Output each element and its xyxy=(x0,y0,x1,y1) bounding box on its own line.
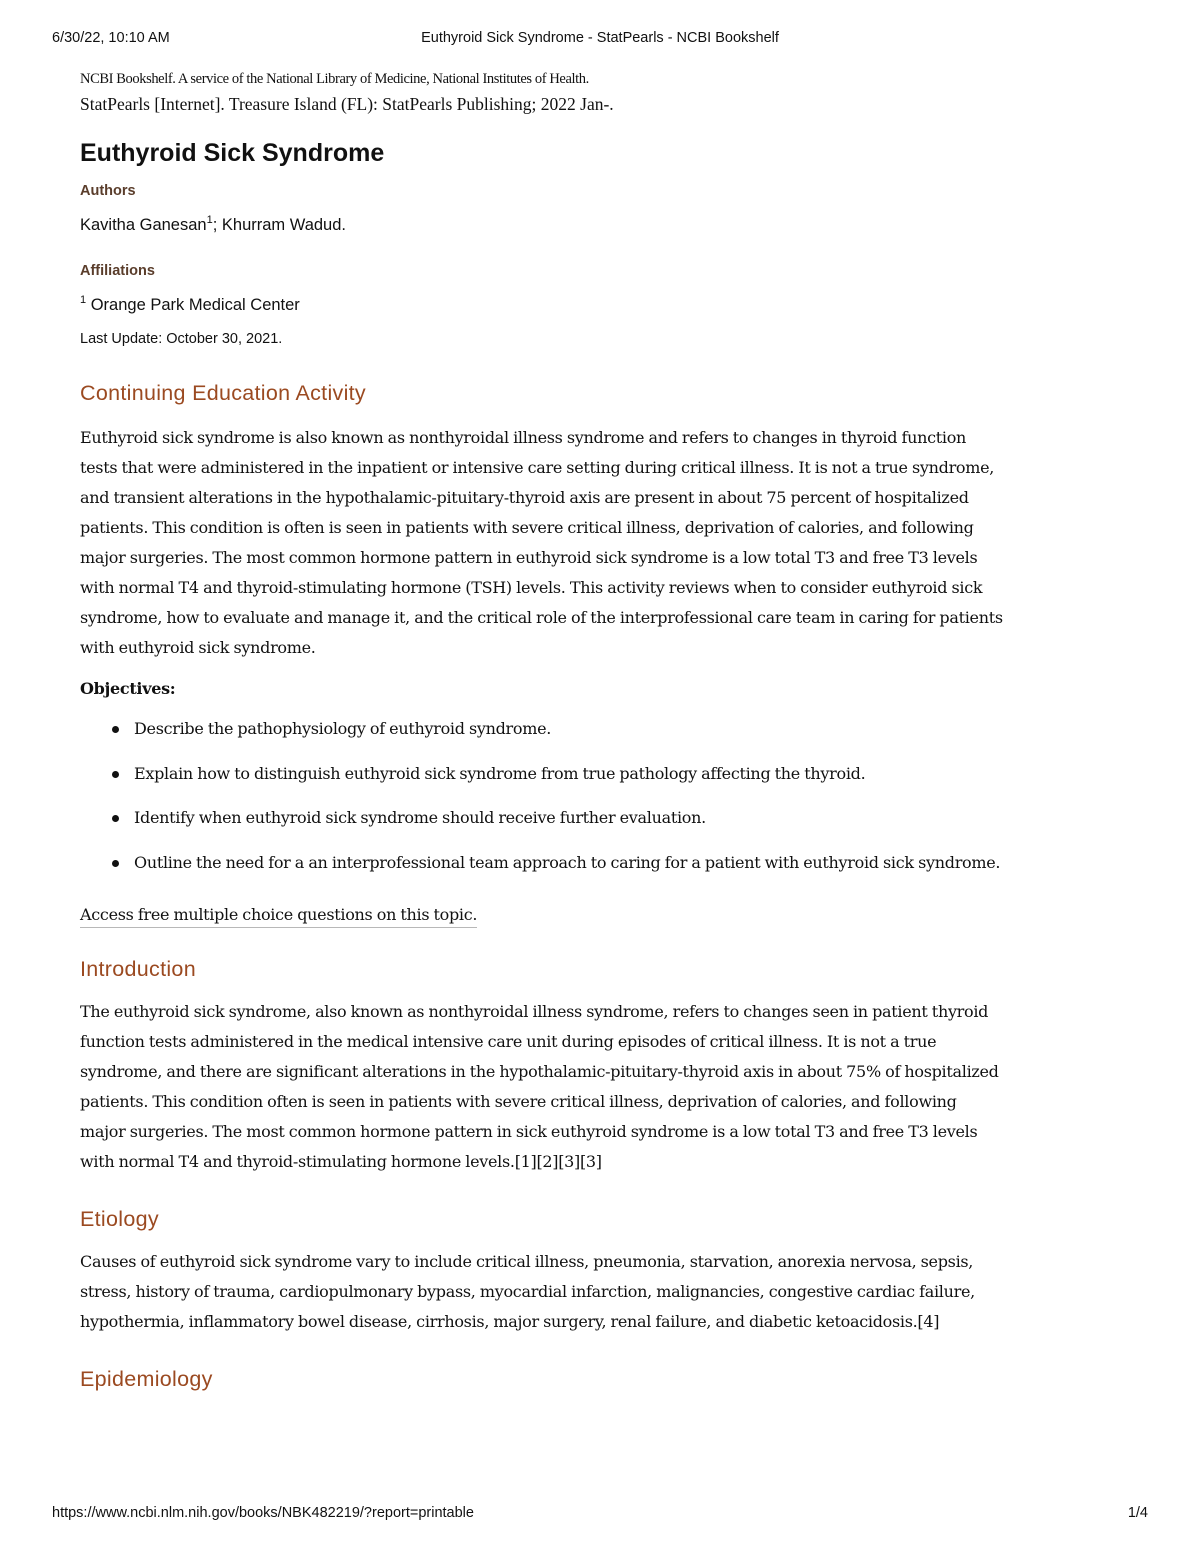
text-line: patients. This condition is often is seen in patients with severe critical illness, deprivation of calories, and following xyxy=(80,518,974,537)
bullet-icon xyxy=(112,815,119,822)
last-update: Last Update: October 30, 2021. xyxy=(80,331,283,347)
page-title: Euthyroid Sick Syndrome xyxy=(80,139,385,167)
bullet-icon xyxy=(112,860,119,867)
mcq-link-row xyxy=(80,903,1120,929)
text-line: patients. This condition often is seen in patients with severe critical illness, deprivation of calories, and following xyxy=(80,1092,957,1111)
bullet-icon xyxy=(112,771,119,778)
page-url: https://www.ncbi.nlm.nih.gov/books/NBK482219/?report=printable xyxy=(52,1505,474,1521)
objective-item: Describe the pathophysiology of euthyroid syndrome. xyxy=(80,717,1120,741)
text-line: and transient alterations in the hypothalamic-pituitary-thyroid axis are present in about 75 percent of hospitalized xyxy=(80,488,969,507)
text-line: Causes of euthyroid sick syndrome vary to include critical illness, pneumonia, starvation, anorexia nervosa, sepsis, xyxy=(80,1252,974,1271)
text-line: with normal T4 and thyroid-stimulating hormone (TSH) levels. This activity reviews when to consider euthyroid sick xyxy=(80,578,983,597)
section-heading-continuing-education: Continuing Education Activity xyxy=(80,381,366,405)
article-content xyxy=(80,68,1120,1393)
print-header xyxy=(52,30,1148,50)
affiliation-ref: 1 xyxy=(206,214,213,226)
bookshelf-attribution: NCBI Bookshelf. A service of the National Library of Medicine, National Institutes of Health. xyxy=(80,71,589,87)
affiliation-item xyxy=(80,294,1120,316)
section-heading-etiology: Etiology xyxy=(80,1207,159,1231)
section-heading-introduction: Introduction xyxy=(80,957,196,981)
text-line: hypothermia, inflammatory bowel disease, cirrhosis, major surgery, renal failure, and diabetic ketoacidosis.[4] xyxy=(80,1312,940,1331)
objectives-heading: Objectives: xyxy=(80,679,176,698)
text-line: function tests administered in the medical intensive care unit during episodes of critical illness. It is not a true xyxy=(80,1032,937,1051)
bullet-icon xyxy=(112,726,119,733)
affiliation-number: 1 xyxy=(80,294,87,306)
introduction-paragraph xyxy=(80,997,1120,1177)
cea-paragraph xyxy=(80,423,1120,663)
objective-item: Identify when euthyroid sick syndrome should receive further evaluation. xyxy=(80,806,1120,830)
etiology-paragraph xyxy=(80,1247,1120,1337)
text-line: syndrome, and there are significant alterations in the hypothalamic-pituitary-thyroid axis in about 75% of hospitalized xyxy=(80,1062,999,1081)
print-page-title: Euthyroid Sick Syndrome - StatPearls - NCBI Bookshelf xyxy=(421,30,779,46)
text-line: with euthyroid sick syndrome. xyxy=(80,638,316,657)
text-line: The euthyroid sick syndrome, also known as nonthyroidal illness syndrome, refers to changes seen in patient thyroid xyxy=(80,1002,989,1021)
print-date: 6/30/22, 10:10 AM xyxy=(52,30,170,46)
text-line: tests that were administered in the inpatient or intensive care setting during critical illness. It is not a true syndrome, xyxy=(80,458,995,477)
page-number: 1/4 xyxy=(1127,1505,1148,1521)
authors-list xyxy=(80,214,1120,236)
text-line: major surgeries. The most common hormone pattern in sick euthyroid syndrome is a low total T3 and free T3 levels xyxy=(80,1122,978,1141)
authors-label: Authors xyxy=(80,183,136,199)
objective-item: Explain how to distinguish euthyroid sick syndrome from true pathology affecting the thyroid. xyxy=(80,762,1120,786)
mcq-link[interactable]: Access free multiple choice questions on this topic. xyxy=(80,903,477,928)
affiliations-label: Affiliations xyxy=(80,263,155,279)
objectives-list xyxy=(80,717,1120,875)
print-footer xyxy=(52,1505,1148,1525)
section-heading-epidemiology: Epidemiology xyxy=(80,1367,213,1391)
objective-item: Outline the need for a an interprofessional team approach to caring for a patient with euthyroid sick syndrome. xyxy=(80,851,1120,875)
affiliation-text: Orange Park Medical Center xyxy=(86,296,300,314)
author-ganesan[interactable]: Kavitha Ganesan xyxy=(80,216,207,234)
text-line: syndrome, how to evaluate and manage it, and the critical role of the interprofessional care team in caring for patients xyxy=(80,608,1003,627)
text-line: Euthyroid sick syndrome is also known as nonthyroidal illness syndrome and refers to changes in thyroid function xyxy=(80,428,967,447)
citation: StatPearls [Internet]. Treasure Island (FL): StatPearls Publishing; 2022 Jan-. xyxy=(80,94,614,114)
text-line: stress, history of trauma, cardiopulmonary bypass, myocardial infarction, malignancies, congestive cardiac failure, xyxy=(80,1282,975,1301)
author-wadud[interactable]: ; Khurram Wadud. xyxy=(212,216,346,234)
text-line: with normal T4 and thyroid-stimulating hormone levels.[1][2][3][3] xyxy=(80,1152,602,1171)
text-line: major surgeries. The most common hormone pattern in euthyroid sick syndrome is a low total T3 and free T3 levels xyxy=(80,548,978,567)
